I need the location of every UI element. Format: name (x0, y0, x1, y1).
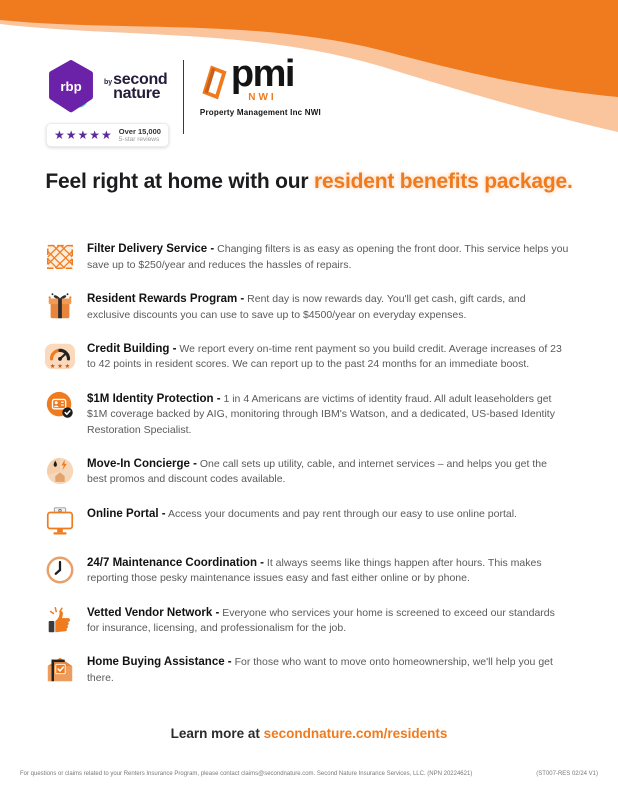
benefit-item-vetted-vendor-network (44, 604, 574, 637)
benefit-item-resident-rewards (44, 290, 574, 323)
benefit-description: We report every on-time rent payment so you build credit. Average increases of 23 to 42 points in resident scores. We can report up to the past 24 months for an immediate boost. (87, 342, 562, 371)
credit-gauge-icon (44, 340, 76, 372)
benefit-item-identity-protection (44, 390, 574, 438)
utilities-concierge-icon (44, 455, 76, 487)
document-code: (ST007-RES 02/24 V1) (536, 771, 598, 777)
legal-footer (20, 771, 598, 777)
second-nature-wordmark (104, 70, 168, 102)
pmi-region-label: NWI (248, 92, 277, 104)
benefit-description: Access your documents and pay rent through our easy to use online portal. (167, 507, 517, 520)
benefit-description: Everyone who services your home is screened to exceed our standards for insurance, licensing, and professionalism for the job. (87, 606, 555, 635)
benefit-description: Changing filters is as easy as opening the front door. This service helps you save up to $250/year and reduces the hassles of repairs. (87, 243, 569, 271)
benefit-title: Home Buying Assistance - (87, 656, 232, 669)
svg-text:★ ★ ★: ★ ★ ★ (49, 362, 71, 370)
benefit-description: One call sets up utility, cable, and internet services – and helps you get the best promos and discount codes available. (87, 457, 547, 486)
star-rating-icon: ★★★★★ (54, 128, 113, 142)
pmi-company-name: Property Management Inc NWI (199, 108, 321, 118)
benefit-title: Credit Building - (87, 342, 177, 355)
identity-protection-icon (44, 390, 76, 422)
rbp-badge-icon (42, 56, 100, 118)
benefit-title: Move-In Concierge - (87, 457, 197, 470)
benefit-title: $1M Identity Protection - (87, 392, 221, 405)
reviews-count: Over 15,000 (118, 127, 161, 136)
benefit-title: Online Portal - (87, 507, 166, 520)
rbp-second-nature-logo (42, 56, 169, 147)
residents-link[interactable]: secondnature.com/residents (263, 726, 448, 741)
logo-row (42, 53, 321, 147)
learn-more-line (0, 726, 618, 741)
benefit-item-online-portal (44, 505, 574, 537)
pmi-diamond-icon (200, 62, 228, 100)
home-buying-icon (44, 653, 76, 685)
benefit-title: Vetted Vendor Network - (87, 606, 220, 619)
legal-text: For questions or claims related to your Renters Insurance Program, please contact claims@secondnature.com. Second Nature Insurance Services, LLC. (NPN 20224621) (20, 771, 473, 777)
benefit-item-filter-delivery (44, 240, 574, 273)
benefit-item-maintenance-coordination (44, 554, 574, 587)
headline-prefix: Feel right at home with our (45, 170, 315, 193)
pmi-wordmark: pmi (230, 53, 294, 95)
filter-icon (44, 240, 76, 272)
gift-icon (44, 290, 76, 322)
learn-more-prefix: Learn more at (170, 726, 264, 741)
reviews-caption: 5-star reviews (118, 136, 160, 143)
benefit-description: Rent day is now rewards day. You'll get cash, gift cards, and exclusive discounts you can use to save up to $4500/year on everyday expenses. (87, 292, 526, 321)
benefit-title: Filter Delivery Service - (87, 243, 215, 255)
benefit-item-home-buying-assistance (44, 653, 574, 686)
by-label: by (104, 78, 113, 86)
benefit-description: 1 in 4 Americans are victims of identity fraud. All adult leaseholders get $1M coverage backed by AIG, monitoring through IBM's Watson, and a dedicated, US-based Identity Restoration Specialist. (87, 392, 555, 436)
benefits-list (44, 240, 574, 686)
logo-divider (183, 60, 184, 134)
brand-line-1: second (113, 70, 168, 88)
benefit-title: 24/7 Maintenance Coordination - (87, 556, 264, 569)
thumbs-up-icon (44, 604, 76, 636)
reviews-badge (46, 123, 169, 147)
headline-highlight: resident benefits package. (314, 170, 573, 193)
brand-line-2: nature (113, 85, 161, 102)
online-portal-icon (44, 505, 76, 537)
clock-icon (44, 554, 76, 586)
benefit-title: Resident Rewards Program - (87, 292, 245, 305)
page-title (0, 170, 618, 194)
benefit-description: It always seems like things happen after hours. This makes reporting those pesky maintenance issues easy and fast either online or by phone. (87, 556, 542, 585)
benefit-item-move-in-concierge (44, 455, 574, 488)
pmi-logo (199, 53, 321, 118)
benefit-description: For those who want to move onto homeownership, we'll help you get there. (87, 656, 553, 685)
svg-text:rbp: rbp (60, 79, 82, 95)
benefit-item-credit-building (44, 340, 574, 373)
